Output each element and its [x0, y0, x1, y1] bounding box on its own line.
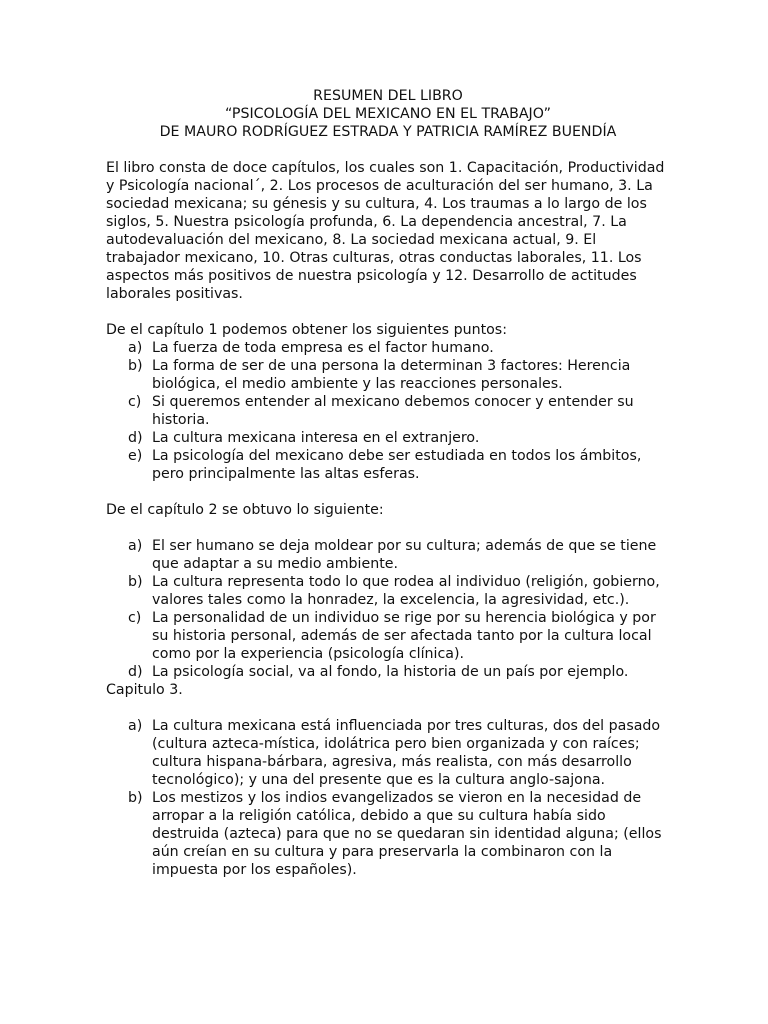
chapter1-heading: De el capítulo 1 podemos obtener los siguientes puntos: — [106, 322, 507, 338]
list-item — [106, 789, 668, 879]
list-item-text: La personalidad de un individuo se rige por su herencia biológica y por su historia personal, además de ser afectada tanto por la cultura local como por la experiencia (psicología clínica). — [152, 610, 656, 662]
intro-paragraph: El libro consta de doce capítulos, los cuales son 1. Capacitación, Productividad y Psicología nacional´, 2. Los procesos de aculturación del ser humano, 3. La sociedad mexicana; su génesis y su cultura, 4. Los traumas a lo largo de los siglos, 5. Nuestra psicología profunda, 6. La dependencia ancestral, 7. La autodevaluación del mexicano, 8. La sociedad mexicana actual, 9. El trabajador mexicano, 10. Otras culturas, otras conductas laborales, 11. Los aspectos más positivos de nuestra psicología y 12. Desarrollo de actitudes laborales positivas. — [106, 160, 665, 302]
chapter2-list — [106, 537, 668, 681]
list-item-text: La cultura mexicana está influenciada por tres culturas, dos del pasado (cultura azteca-mística, idolátrica pero bien organizada y con raíces; cultura hispana-bárbara, agresiva, más realista, con más desarrollo tecnológico); y una del presente que es la cultura anglo-sajona. — [152, 718, 661, 788]
list-item-text: La psicología social, va al fondo, la historia de un país por ejemplo. — [152, 664, 629, 680]
list-item — [106, 447, 668, 483]
chapter3-heading: Capitulo 3. — [106, 682, 183, 698]
list-marker: d) — [128, 664, 143, 680]
chapter3-list — [106, 717, 668, 879]
list-item — [106, 393, 668, 429]
list-item-text: El ser humano se deja moldear por su cultura; además de que se tiene que adaptar a su medio ambiente. — [152, 538, 657, 572]
list-marker: b) — [128, 358, 143, 374]
list-item-text: Los mestizos y los indios evangelizados se vieron en la necesidad de arropar a la religión católica, debido a que su cultura había sido destruida (azteca) para que no se quedaran sin identidad alguna; (ellos aún creían en su cultura y para preservarla la combinaron con la impuesta por los españoles). — [152, 790, 662, 878]
list-item — [106, 663, 668, 681]
title-line-2: “PSICOLOGÍA DEL MEXICANO EN EL TRABAJO” — [224, 106, 551, 122]
list-item — [106, 717, 668, 789]
chapter2-heading: De el capítulo 2 se obtuvo lo siguiente: — [106, 502, 384, 518]
list-marker: e) — [128, 448, 143, 464]
list-marker: b) — [128, 790, 143, 806]
chapter1-list — [106, 339, 668, 483]
list-item — [106, 357, 668, 393]
list-item-text: La fuerza de toda empresa es el factor humano. — [152, 340, 494, 356]
list-item — [106, 573, 668, 609]
list-item-text: La cultura representa todo lo que rodea al individuo (religión, gobierno, valores tales como la honradez, la excelencia, la agresividad, etc.). — [152, 574, 660, 608]
list-marker: a) — [128, 718, 143, 734]
list-marker: a) — [128, 538, 143, 554]
list-marker: c) — [128, 394, 142, 410]
document-page — [106, 87, 668, 879]
list-item — [106, 609, 668, 663]
document-title — [100, 87, 676, 141]
list-item — [106, 339, 668, 357]
list-item-text: La cultura mexicana interesa en el extranjero. — [152, 430, 480, 446]
title-line-1: RESUMEN DEL LIBRO — [313, 88, 463, 104]
list-marker: d) — [128, 430, 143, 446]
list-item — [106, 429, 668, 447]
list-marker: c) — [128, 610, 142, 626]
list-marker: a) — [128, 340, 143, 356]
list-marker: b) — [128, 574, 143, 590]
title-line-3: DE MAURO RODRÍGUEZ ESTRADA Y PATRICIA RAMÍREZ BUENDÍA — [159, 124, 617, 140]
list-item-text: La forma de ser de una persona la determinan 3 factores: Herencia biológica, el medio ambiente y las reacciones personales. — [152, 358, 631, 392]
list-item-text: La psicología del mexicano debe ser estudiada en todos los ámbitos, pero principalmente las altas esferas. — [152, 448, 642, 482]
list-item — [106, 537, 668, 573]
list-item-text: Si queremos entender al mexicano debemos conocer y entender su historia. — [152, 394, 634, 428]
